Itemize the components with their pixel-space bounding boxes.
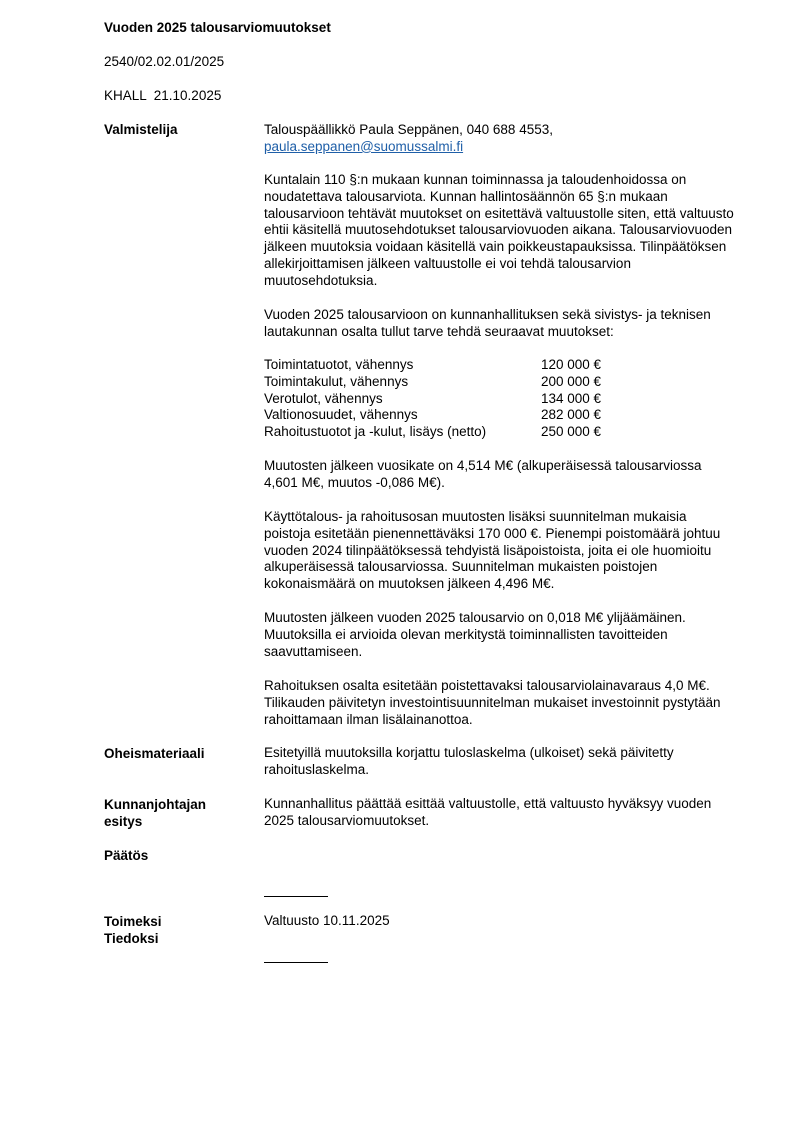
change-item: Toimintakulut, vähennys (264, 373, 409, 389)
change-item: Verotulot, vähennys (264, 390, 383, 406)
changes-table (264, 357, 734, 441)
change-amount: 200 000 € (541, 373, 602, 389)
change-amount: 250 000 € (541, 424, 602, 440)
paragraph-changes-intro: Vuoden 2025 talousarvioon on kunnanhallituksen sekä sivistys- ja teknisen lautakunnan osalta tullut tarve tehdä seuraavat muutokset: (264, 307, 711, 339)
email-link[interactable]: paula.seppanen@suomussalmi.fi (264, 138, 464, 154)
change-amount: 282 000 € (541, 407, 602, 423)
esitys-label (104, 796, 206, 830)
paragraph-vuosikate: Muutosten jälkeen vuosikate on 4,514 M€ (alkuperäisessä talousarviossa 4,601 M€, muutos -0,086 M€). (264, 458, 702, 490)
paragraph-budget-law: Kuntalain 110 §:n mukaan kunnan toiminnassa ja taloudenhoidossa on noudatettava talousarviota. Kunnan hallintosäännön 65 §:n mukaan talousarvioon tehtävät muutokset on esitettävä valtuustolle siten, että valtuusto ehtii käsitellä muutosehdotukset talousarviovuoden aikana. Talousarviovuoden jälkeen muutoksia voidaan käsitellä vain poikkeustapauksissa. Tilinpäätöksen allekirjoittamisen jälkeen valtuustolle ei voi tehdä talousarvion muutosehdotuksia. (264, 172, 734, 288)
meeting-info: KHALL 21.10.2025 (104, 88, 222, 103)
change-row (264, 391, 734, 408)
esitys-text: Kunnanhallitus päättää esittää valtuustolle, että valtuusto hyväksyy vuoden 2025 talousarviomuutokset. (264, 796, 712, 828)
esitys-label-line1: Kunnanjohtajan (104, 797, 206, 812)
valmistelija-label: Valmistelija (104, 122, 178, 137)
paragraph-ylijaama: Muutosten jälkeen vuoden 2025 talousarvio on 0,018 M€ ylijäämäinen. Muutoksilla ei arvioida olevan merkitystä toiminnallisten tavoitteiden saavuttamiseen. (264, 610, 686, 659)
change-row (264, 424, 734, 441)
preparer-info: Talouspäällikkö Paula Seppänen, 040 688 4553, (264, 122, 553, 137)
toimeksi-label-line1: Toimeksi (104, 914, 162, 929)
paragraph-poistot: Käyttötalous- ja rahoitusosan muutosten lisäksi suunnitelman mukaisia poistoja esitetään pienennettäväksi 170 000 €. Pienempi poistomäärä johtuu vuoden 2024 tilinpäätöksessä tehdyistä lisäpoistoista, joita ei ole huomioitu alkuperäisessä talousarviossa. Suunnitelman mukaisten poistojen kokonaismäärä on muutoksen jälkeen 4,496 M€. (264, 509, 721, 592)
separator-line (264, 896, 328, 897)
change-item: Rahoitustuotot ja -kulut, lisäys (netto) (264, 424, 487, 440)
change-item: Toimintatuotot, vähennys (264, 357, 414, 372)
change-row (264, 357, 734, 374)
esitys-label-line2: esitys (104, 814, 143, 829)
change-amount: 120 000 € (541, 357, 602, 372)
record-number: 2540/02.02.01/2025 (104, 54, 225, 69)
change-amount: 134 000 € (541, 390, 602, 406)
separator-line (264, 962, 328, 963)
paatos-label: Päätös (104, 848, 149, 863)
toimeksi-label (104, 913, 162, 947)
change-row (264, 407, 734, 424)
change-row (264, 374, 734, 391)
oheismateriaali-label: Oheismateriaali (104, 746, 205, 761)
document-title: Vuoden 2025 talousarviomuutokset (104, 20, 331, 35)
tiedoksi-label-line2: Tiedoksi (104, 931, 159, 946)
paragraph-rahoitus: Rahoituksen osalta esitetään poistettavaksi talousarviolainavaraus 4,0 M€. Tilikauden päivitetyn investointisuunnitelman mukaiset investoinnit pystytään rahoittamaan ilman lisälainanottoa. (264, 678, 721, 727)
oheismateriaali-text: Esitetyillä muutoksilla korjattu tuloslaskelma (ulkoiset) sekä päivitetty rahoituslaskelma. (264, 745, 674, 777)
valmistelija-content (264, 122, 734, 156)
toimeksi-text: Valtuusto 10.11.2025 (264, 913, 390, 928)
change-item: Valtionosuudet, vähennys (264, 407, 418, 423)
